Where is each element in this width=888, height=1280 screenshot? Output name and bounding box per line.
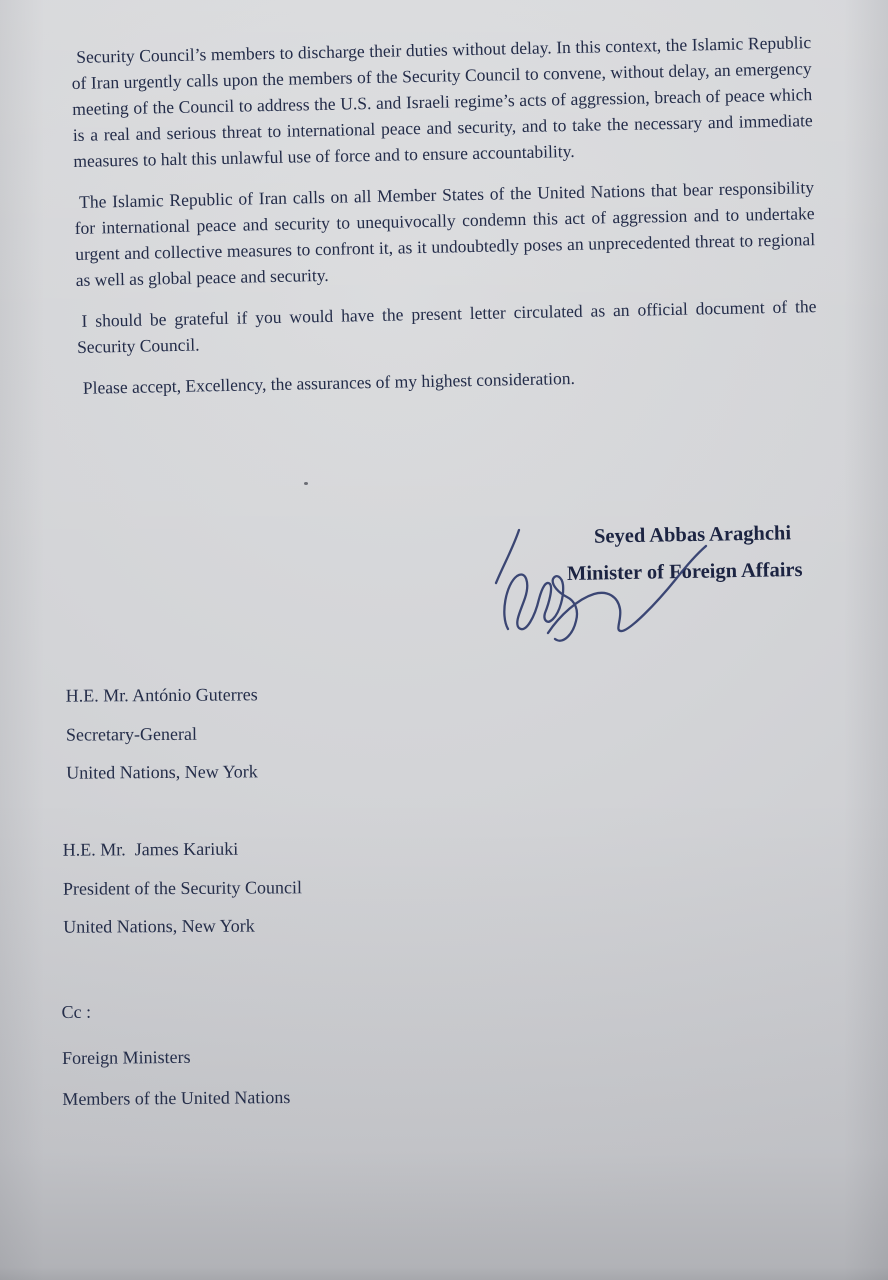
addressee-secretary-general: [66, 675, 259, 792]
signatory-title: Minister of Foreign Affairs: [567, 558, 804, 586]
addressee-title: President of the Security Council: [62, 876, 303, 899]
signature-initials-scrawl: [504, 575, 577, 641]
cc-recipient: Members of the United Nations: [62, 1087, 291, 1109]
signatory-name: Seyed Abbas Araghchi: [593, 522, 792, 548]
addressee-name: H.E. Mr. António Guterres: [65, 684, 258, 706]
paragraph-4: Please accept, Excellency, the assurances of my highest consideration.: [82, 367, 576, 398]
addressee-security-council-president: [63, 829, 303, 946]
letter-body: [71, 29, 818, 416]
addressee-location: United Nations, New York: [63, 915, 255, 937]
paper-speck: [304, 482, 308, 485]
signature-flourish-stroke: [548, 546, 706, 633]
signature-slash-stroke: [496, 530, 519, 583]
cc-recipient: Foreign Ministers: [61, 1046, 191, 1068]
paragraph-3: I should be grateful if you would have the present letter circulated as an official document of the Security Council.: [76, 296, 817, 357]
addressee-title: Secretary-General: [65, 723, 197, 745]
addressee-name: H.E. Mr. James Kariuki: [62, 838, 239, 860]
cc-label: Cc :: [61, 1001, 92, 1022]
paragraph-1: Security Council’s members to discharge their duties without delay. In this context, the Islamic Republic of Iran urgently calls upon the members of the Security Council to convene, without delay, an emergency meeting of the Council to address the U.S. and Israeli regime’s acts of aggression, breach of peace which is a real and serious threat to international peace and security, and to take the necessary and immediate measures to halt this unlawful use of force and to ensure accountability.: [71, 32, 813, 171]
paragraph-2: The Islamic Republic of Iran calls on all Member States of the United Nations that bear responsibility for international peace and security to unequivocally condemn this act of aggression and to undertake urgent and collective measures to confront it, as it undoubtedly poses an unprecedented threat to regional as well as global peace and security.: [74, 177, 816, 290]
cc-block: [62, 997, 291, 1112]
addressee-location: United Nations, New York: [66, 761, 258, 783]
